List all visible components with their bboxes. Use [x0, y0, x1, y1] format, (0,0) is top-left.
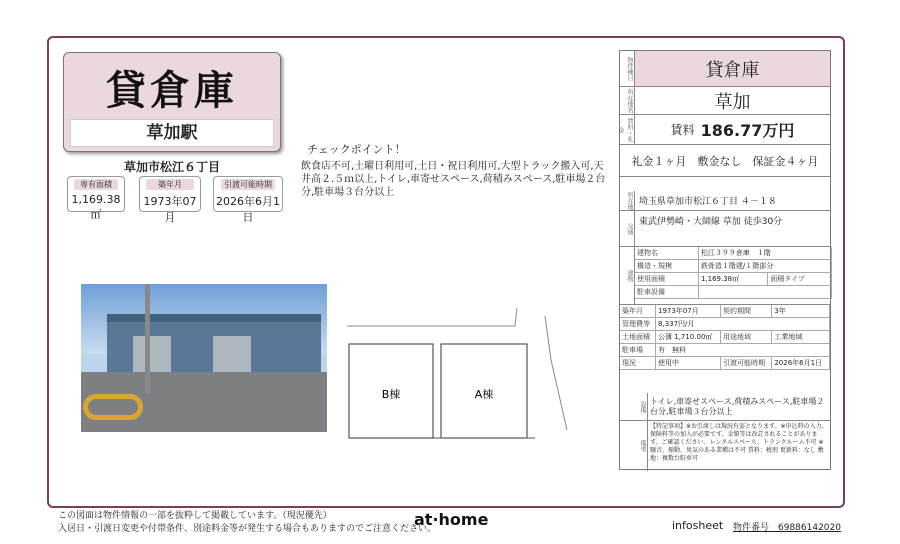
zoning-value: 工業地域: [772, 331, 830, 344]
zoning-label: 用途地域: [720, 331, 771, 344]
access-value: 東武伊勢崎・大師線 草加 徒歩30分: [639, 217, 783, 227]
land-value: 公簿 1,710.00㎡: [656, 331, 721, 344]
handover-value: 2026年6月1日: [216, 195, 280, 224]
row-facilities: [620, 393, 830, 421]
parking-equip-label: 駐車設備: [635, 286, 698, 299]
handover-row-label: 引渡可能時期: [720, 357, 771, 370]
property-sheet: [47, 36, 845, 508]
athome-logo: at·home: [414, 510, 489, 529]
area-box: [67, 176, 125, 221]
rent-label: 賃料: [670, 123, 695, 137]
building-a-label: A棟: [474, 388, 494, 401]
notes-value: 【特記事項】※お引渡しは現況有姿となります。※申込時の入力、保険料等の加入が必要です。金額等は改訂されることがあります。ご確認ください。レンタルスペース、トランクルーム不可 ※騒音、振動、臭気のある業種は不可 賃料：税別 更新料：なし 敷地：複数台駐車可: [650, 423, 828, 462]
address-short: 草加市松江６丁目: [123, 160, 220, 174]
checkpoint-title: チェックポイント！: [307, 143, 406, 156]
structure-value: 鉄骨造１階建/１階部分: [698, 260, 831, 273]
type-value: 貸倉庫: [635, 51, 830, 86]
side-label-city: 所在地名: [620, 87, 635, 114]
parking-value: 有 無料: [656, 344, 830, 357]
mgmt-label: 管理費等: [620, 318, 656, 331]
lease-value: 3年: [772, 305, 830, 318]
row-address: [620, 191, 830, 211]
lease-label: 契約期間: [720, 305, 771, 318]
area-label: 専有面積: [74, 179, 119, 190]
side-label-address: 所在地: [620, 191, 635, 210]
footer-disclaimer-2: 入居日・引渡日変更や付帯条件、別途料金等が発生する場合もありますのでご注意ください。: [58, 524, 437, 534]
status-label: 現況: [620, 357, 656, 370]
building-name-label: 建物名: [635, 247, 698, 260]
built-row-label: 築年月: [620, 305, 656, 318]
detail-grid: [620, 305, 830, 370]
infosheet-label: infosheet: [672, 519, 724, 532]
side-label-building: 建物: [620, 247, 635, 304]
row-terms: [620, 145, 830, 177]
property-details-table: [619, 50, 831, 470]
property-type-title: 貸倉庫: [106, 68, 238, 114]
side-label-access: 交通: [620, 211, 635, 246]
rent-value: 186.77万円: [700, 121, 795, 140]
floor-plan: [345, 300, 569, 440]
area-type-label: 面積タイプ: [768, 273, 832, 286]
terms-value: 礼金１ヶ月 敷金なし 保証金４ヶ月: [631, 154, 819, 168]
handover-row-value: 2026年6月1日: [772, 357, 830, 370]
row-city: [620, 87, 830, 115]
title-box: [63, 52, 281, 152]
facilities-value: トイレ,車寄せスペース,荷積みスペース,駐車場２台分,駐車場３台分以上: [650, 396, 825, 416]
side-label-type: 物件種目: [620, 51, 635, 86]
mgmt-value: 8,337円/月: [656, 318, 830, 331]
property-number: 物件番号 69886142020: [733, 523, 841, 533]
built-box: [139, 176, 201, 224]
row-notes: [620, 421, 830, 471]
structure-label: 構造・規模: [635, 260, 698, 273]
side-label-rent: 賃料・礼金: [620, 115, 635, 144]
address-value: 埼玉県草加市松江６丁目 ４－１８: [639, 197, 777, 207]
handover-label: 引渡可能時期: [221, 179, 275, 190]
row-building: [620, 247, 830, 305]
area-row-value: 1,169.38㎡: [698, 273, 767, 286]
built-value: 1973年07月: [143, 195, 197, 224]
footer-disclaimer-1: この図面は物件情報の一部を抜粋して掲載しています。（現況優先）: [58, 511, 332, 521]
building-b-label: B棟: [381, 388, 401, 401]
built-label: 築年月: [146, 179, 194, 190]
city-value: 草加: [714, 91, 751, 113]
land-label: 土地面積: [620, 331, 656, 344]
row-rent: [617, 115, 830, 145]
area-value: 1,169.38㎡: [71, 193, 121, 221]
row-type: [620, 51, 830, 87]
checkpoint-text: 飲食店不可,土曜日利用可,土日・祝日利用可,大型トラック搬入可,天井高２.５ｍ以上,トイレ,車寄せスペース,荷積みスペース,駐車場２台分,駐車場３台分以上: [301, 161, 606, 198]
built-row-value: 1973年07月: [656, 305, 721, 318]
notes-label: 備考: [620, 421, 648, 471]
row-access: [620, 211, 830, 247]
area-row-label: 使用面積: [635, 273, 698, 286]
handover-box: [213, 176, 283, 224]
building-name-value: 松江３９９倉庫 １階: [698, 247, 831, 260]
station-name: 草加駅: [70, 119, 274, 147]
status-value: 使用中: [656, 357, 721, 370]
facilities-label: 設備: [620, 393, 648, 420]
parking-label: 駐車場: [620, 344, 656, 357]
warehouse-photo: [81, 284, 327, 432]
